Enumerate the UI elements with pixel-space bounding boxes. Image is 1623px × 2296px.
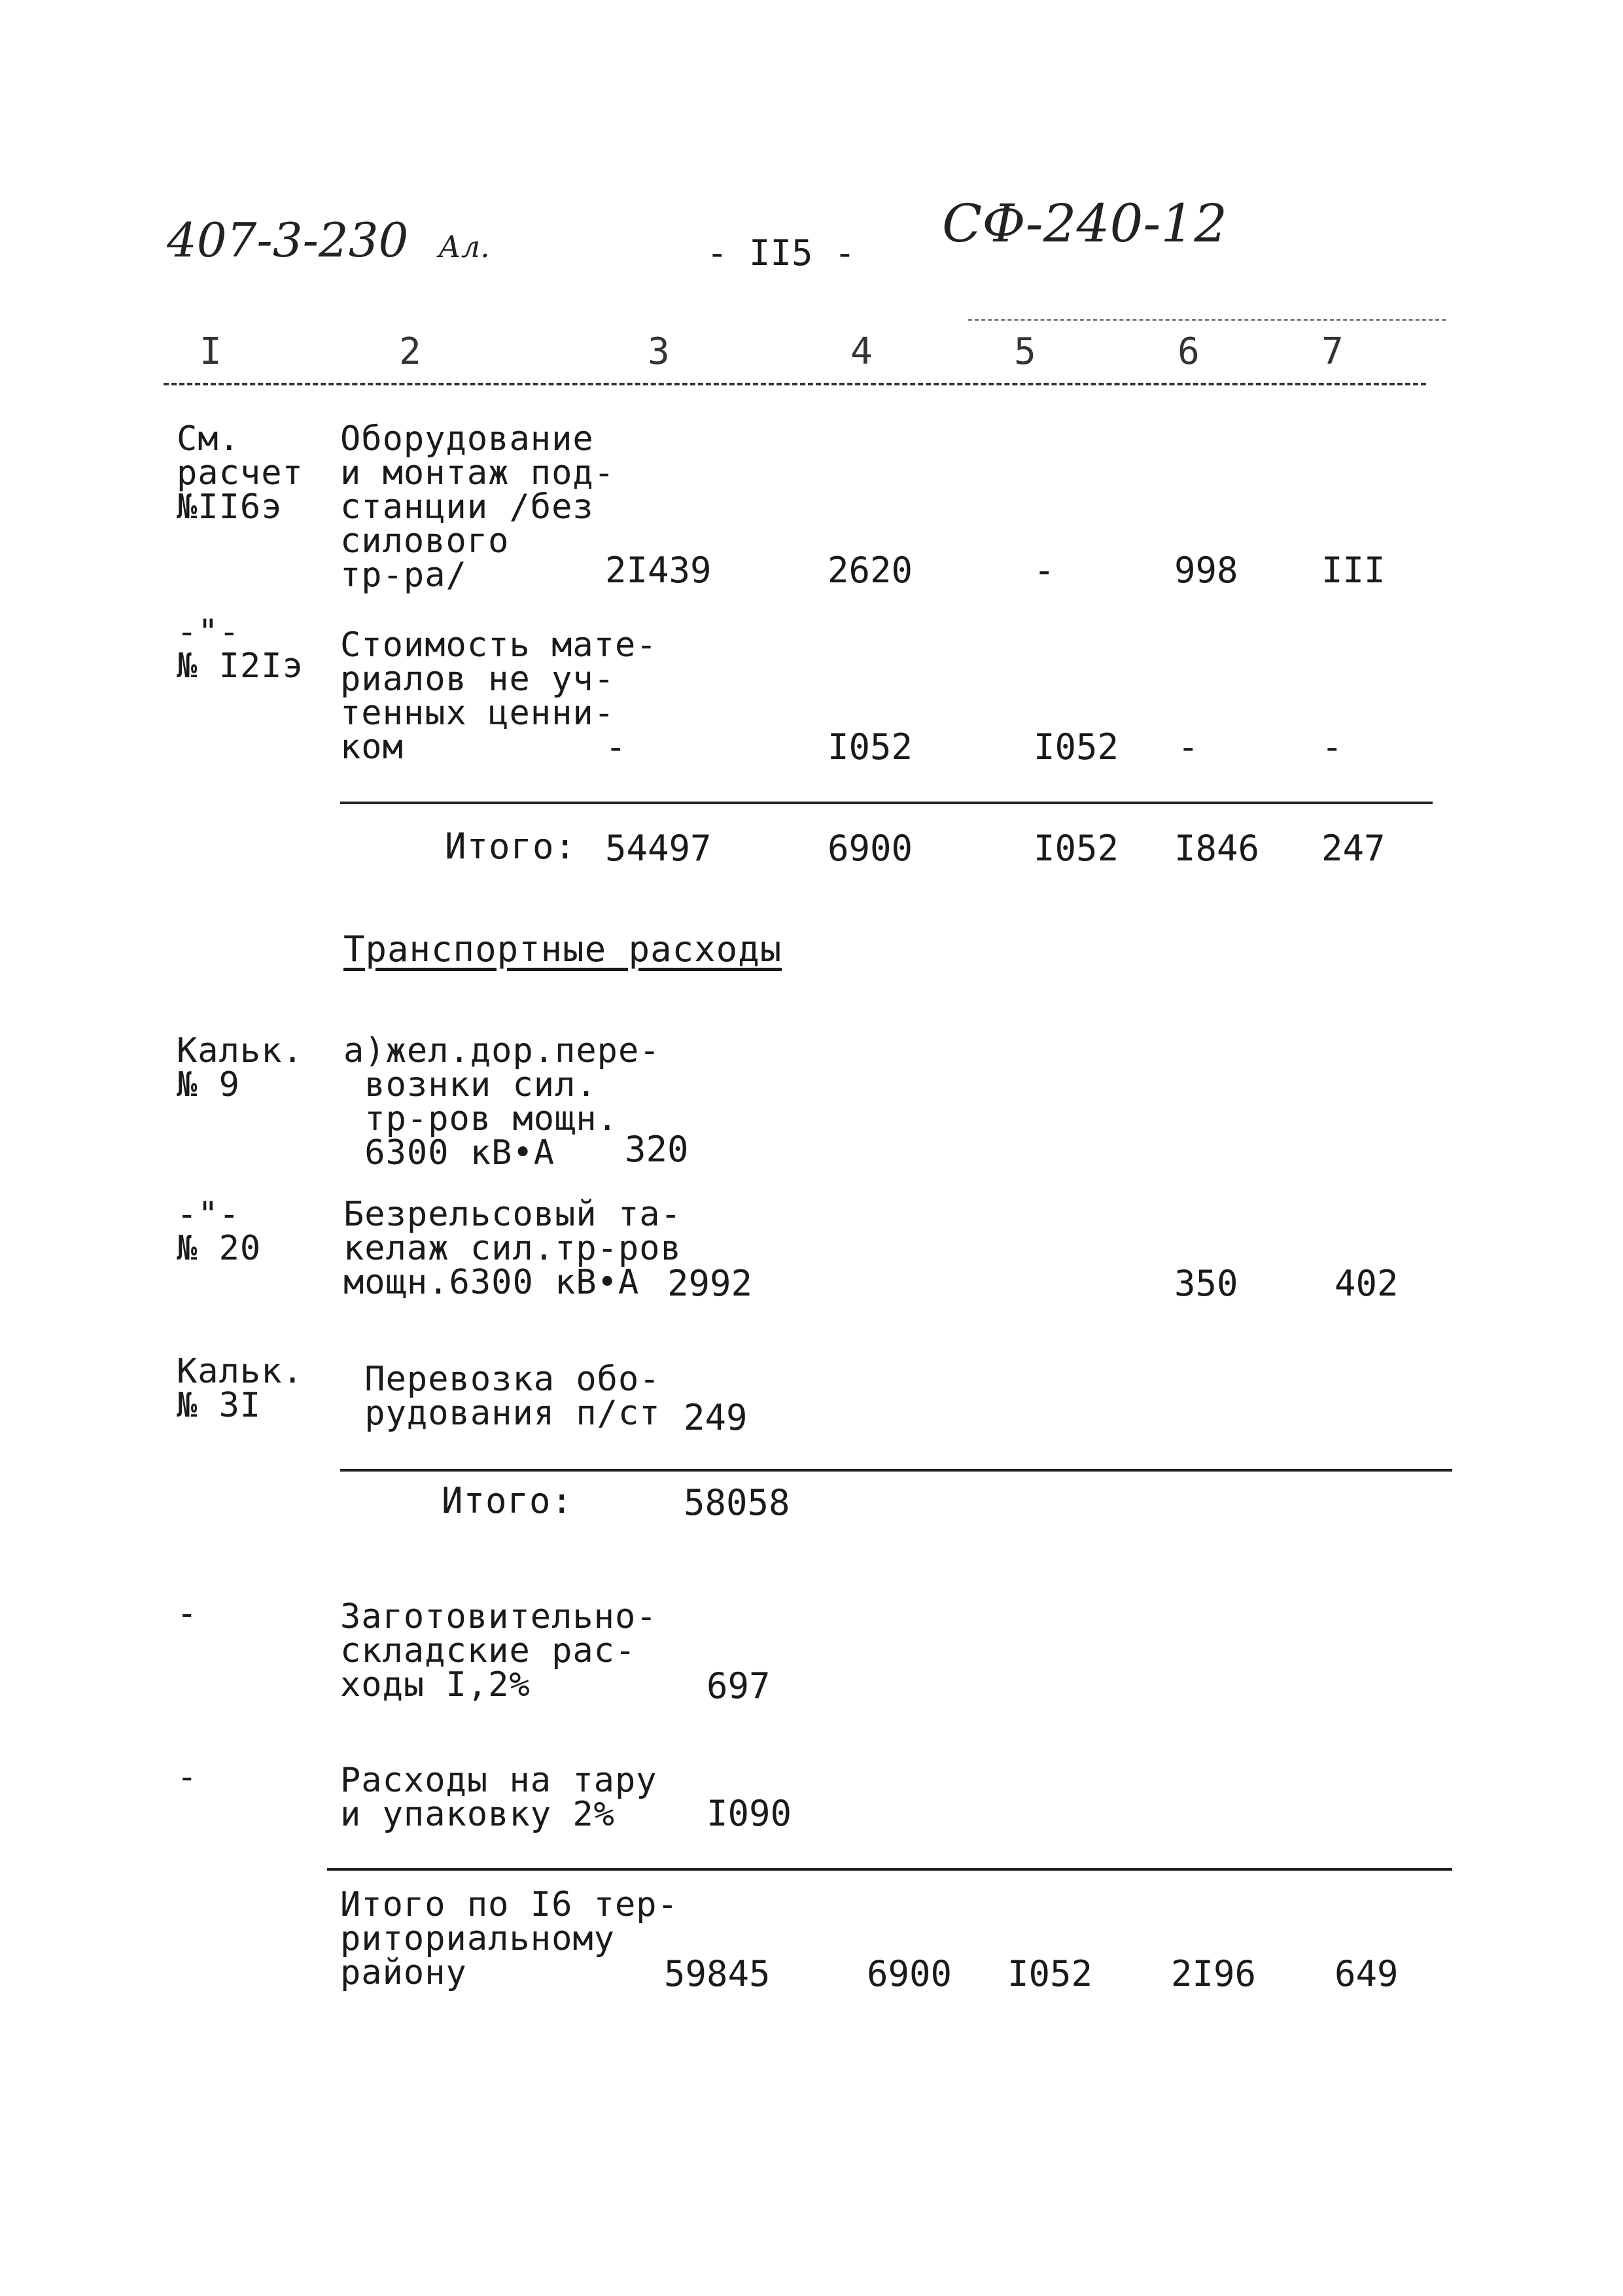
grand-total-label: Итого по I6 тер- риториальному району bbox=[340, 1885, 678, 1992]
subtotal1-col7: 247 bbox=[1321, 828, 1386, 869]
row2-col3: - bbox=[605, 726, 627, 768]
transport1-reference: Кальк. № 9 bbox=[177, 1031, 304, 1104]
page-number: - II5 - bbox=[707, 232, 856, 274]
transport2-description: Безрельсовый та- келаж сил.тр-ров мощн.6300 кВ•А bbox=[343, 1195, 682, 1302]
transport3-col3: 249 bbox=[684, 1397, 748, 1438]
row1-col3: 2I439 bbox=[605, 550, 712, 591]
subtotal1-col3: 54497 bbox=[605, 828, 712, 869]
album-mark-handwritten: Ал. bbox=[438, 229, 490, 264]
transport2-col7: 402 bbox=[1335, 1263, 1399, 1304]
section-title: Транспортные расходы bbox=[343, 928, 782, 970]
grand-total-col7: 649 bbox=[1335, 1953, 1399, 1994]
row1-col5: - bbox=[1034, 550, 1055, 591]
subtotal2-col3: 58058 bbox=[684, 1482, 790, 1523]
column-header-6: 6 bbox=[1178, 330, 1200, 373]
grand-total-col4: 6900 bbox=[867, 1953, 952, 1994]
grand-total-col6: 2I96 bbox=[1171, 1953, 1257, 1994]
column-header-2: 2 bbox=[399, 330, 421, 373]
transport1-col3: 320 bbox=[625, 1129, 689, 1170]
subtotal1-col4: 6900 bbox=[828, 828, 913, 869]
subtotal1-label: Итого: bbox=[445, 826, 577, 867]
subtotal2-rule bbox=[340, 1469, 1452, 1472]
row2-col4: I052 bbox=[828, 726, 913, 768]
grand-total-col3: 59845 bbox=[664, 1953, 771, 1994]
transport2-col6: 350 bbox=[1174, 1263, 1238, 1304]
row2-col7: - bbox=[1321, 726, 1343, 768]
row1-col4: 2620 bbox=[828, 550, 913, 591]
extra1-reference: - bbox=[177, 1594, 198, 1633]
transport1-description: а)жел.дор.пере- вознки сил. тр-ров мощн. 6300 кВ•А bbox=[343, 1031, 661, 1173]
row1-description: Оборудование и монтаж под- станции /без силового тр-ра/ bbox=[340, 419, 615, 595]
stamp-code-handwritten: СФ-240-12 bbox=[942, 193, 1228, 254]
column-header-3: 3 bbox=[648, 330, 670, 373]
transport2-col3: 2992 bbox=[667, 1263, 753, 1304]
column-header-5: 5 bbox=[1014, 330, 1036, 373]
row1-col6: 998 bbox=[1174, 550, 1238, 591]
header-top-rule bbox=[968, 319, 1446, 321]
column-header-4: 4 bbox=[850, 330, 873, 373]
transport3-description: Перевозка обо- рудования п/ст bbox=[364, 1360, 661, 1433]
extra1-col3: 697 bbox=[707, 1665, 771, 1706]
row2-col6: - bbox=[1178, 726, 1199, 768]
column-header-7: 7 bbox=[1321, 330, 1344, 373]
subtotal1-rule bbox=[340, 802, 1433, 804]
row1-col7: III bbox=[1321, 550, 1386, 591]
row1-reference: См. расчет №II6э bbox=[177, 419, 304, 527]
doc-code-handwritten: 407-3-230 bbox=[167, 213, 409, 268]
subtotal1-col5: I052 bbox=[1034, 828, 1119, 869]
header-bottom-rule bbox=[164, 383, 1426, 385]
grand-total-rule bbox=[327, 1868, 1452, 1871]
subtotal1-col6: I846 bbox=[1174, 828, 1260, 869]
subtotal2-label: Итого: bbox=[442, 1480, 574, 1521]
column-header-1: I bbox=[200, 330, 222, 373]
row2-reference: -"- № I2Iэ bbox=[177, 612, 304, 686]
extra1-description: Заготовительно- складские рас- ходы I,2% bbox=[340, 1597, 657, 1704]
transport3-reference: Кальк. № 3I bbox=[177, 1352, 304, 1425]
transport2-reference: -"- № 20 bbox=[177, 1195, 262, 1268]
grand-total-col5: I052 bbox=[1007, 1953, 1093, 1994]
row2-description: Стоимость мате- риалов не уч- тенных ценни- ком bbox=[340, 626, 657, 767]
row2-col5: I052 bbox=[1034, 726, 1119, 768]
extra2-reference: - bbox=[177, 1757, 198, 1797]
extra2-col3: I090 bbox=[707, 1793, 792, 1834]
extra2-description: Расходы на тару и упаковку 2% bbox=[340, 1761, 657, 1834]
